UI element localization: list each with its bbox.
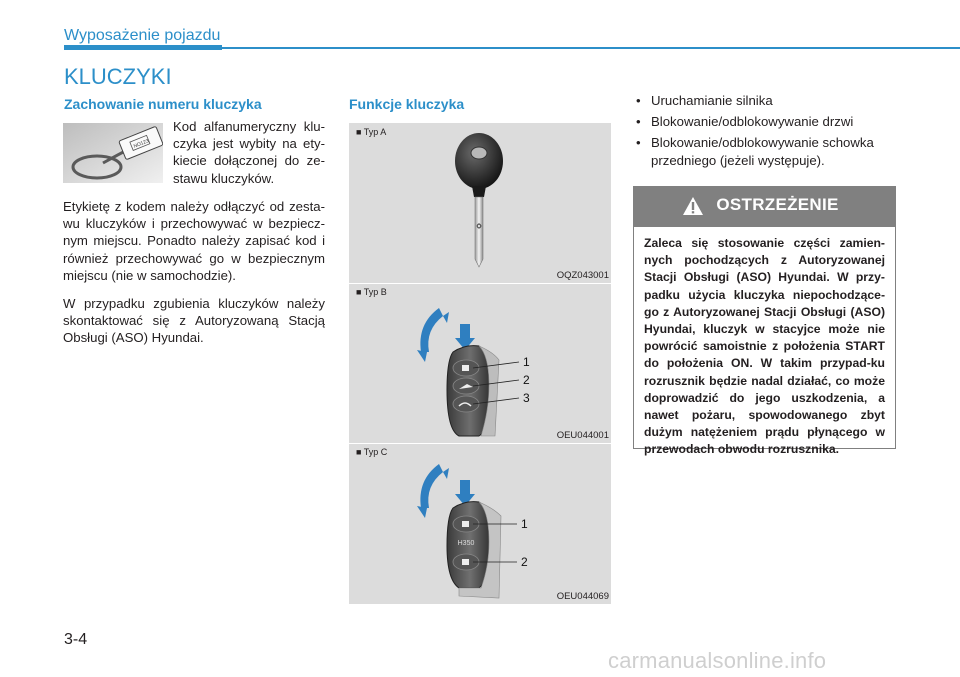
warning-title: OSTRZEŻENIE — [716, 195, 839, 214]
key-number-heading: Zachowanie numeru kluczyka — [64, 96, 262, 112]
svg-text:NO123: NO123 — [132, 138, 150, 150]
figure-code: OQZ043001 — [556, 270, 609, 281]
panel-label: ■ Typ B — [356, 287, 387, 297]
callout-2: 2 — [523, 373, 530, 387]
mechanical-key-icon — [444, 131, 514, 271]
figure-code: OEU044001 — [556, 430, 609, 441]
panel-label: ■ Typ A — [356, 127, 387, 137]
callout-1: 1 — [523, 355, 530, 369]
warning-text: Zaleca się stosowanie części zamien-nych pochodzących z Autoryzowanej Stacji Obsługi (ASO) Hyundai. W przy-padku użycia kluczyka niepochodzące-go z Autoryzowanej Stacji Obsługi (ASO) Hyundai, kluczyk w stacyjce może nie powrócić samoistnie z położenia START do położenia ON. W takim przypad-ku rozrusznik będzie nadal działać, co może doprowadzić do jego uszkodzenia, a nawet pożaru, spowodowanego zbyt dużym natężeniem prądu płynącego w przewodach obwodu rozrusznika. — [644, 236, 885, 457]
callout-3: 3 — [523, 391, 530, 405]
key-functions-list — [636, 92, 906, 173]
header-rule-accent — [64, 45, 222, 50]
fob-model-text: H350 — [457, 540, 475, 547]
smart-key-fob-type-c — [409, 450, 609, 602]
key-number-paragraph-2: W przypadku zgubienia kluczyków należy skontaktować się z Autoryzowaną Stacją Obsługi (ASO) Hyundai. — [63, 296, 325, 346]
key-tag-text: Kod alfanumeryczny klu-czyka jest wybity na ety-kiecie dołączonej do ze-stawu kluczyków. — [173, 119, 325, 186]
page-title: KLUCZYKI — [64, 64, 172, 89]
panel-label: ■ Typ C — [356, 447, 388, 457]
key-tag-photo — [63, 123, 163, 183]
callout-1: 1 — [521, 517, 528, 531]
figure-code: OEU044069 — [556, 591, 609, 602]
list-item: • Blokowanie/odblokowywanie drzwi — [636, 114, 854, 129]
watermark: carmanualsonline.info — [608, 648, 827, 673]
section-title: Wyposażenie pojazdu — [64, 27, 221, 44]
key-number-paragraph-1: Etykietę z kodem należy odłączyć od zesta-wu kluczyków i przechowywać w bezpiecz-nym miejscu. Ponadto należy zapisać kod i również przechowywać go w bezpiecznym miejscu (nie w samochodzie). — [63, 199, 325, 283]
key-functions-heading: Funkcje kluczyka — [349, 96, 465, 112]
key-figure-type-a — [349, 123, 611, 283]
key-figure-type-c — [349, 444, 611, 604]
key-figure-type-b — [349, 284, 611, 443]
list-item: • Blokowanie/odblokowywanie schowka przedniego (jeżeli występuje). — [636, 135, 874, 168]
page-number: 3-4 — [64, 631, 88, 648]
list-item: • Uruchamianie silnika — [636, 93, 773, 108]
warning-box — [633, 186, 896, 457]
callout-2: 2 — [521, 555, 528, 569]
warning-header — [634, 187, 895, 227]
smart-key-fob-type-b — [409, 290, 609, 440]
